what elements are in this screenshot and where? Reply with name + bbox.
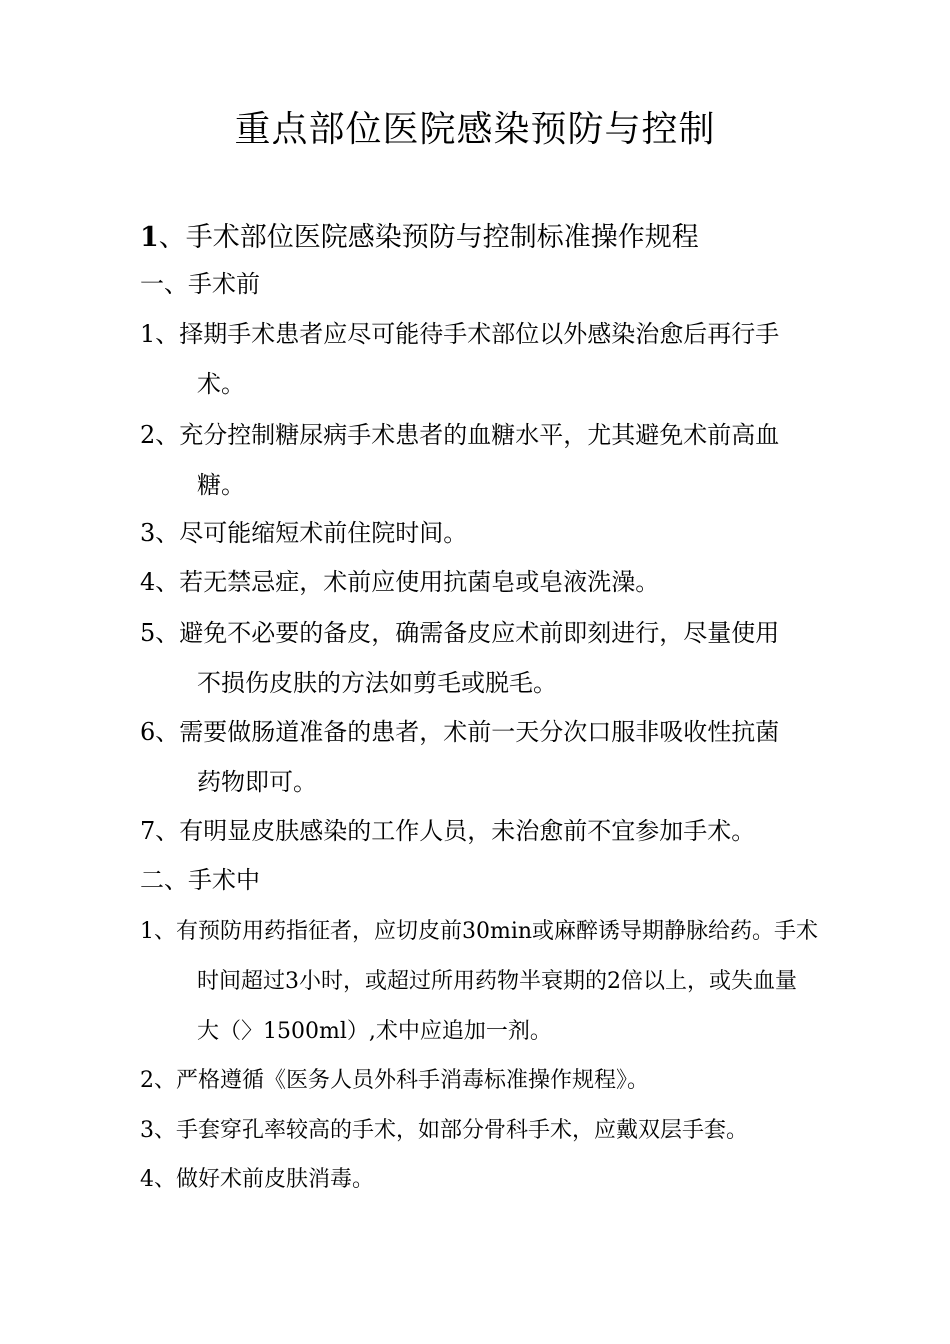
heading-text: 、手术部位医院感染预防与控制标准操作规程	[158, 222, 699, 253]
item-line: 药物即可。	[197, 768, 317, 796]
list-item	[140, 557, 830, 607]
item-line: 术。	[197, 370, 245, 398]
item-line: 大（〉1500ml）,术中应追加一剂。	[197, 1019, 552, 1044]
item-line: 4、若无禁忌症，术前应使用抗菌皂或皂液洗澡。	[140, 568, 660, 596]
page-title: 重点部位医院感染预防与控制	[234, 109, 716, 150]
list-item	[140, 707, 830, 807]
item-line: 7、有明显皮肤感染的工作人员，未治愈前不宜参加手术。	[140, 817, 756, 845]
list-item	[140, 309, 830, 409]
item-line: 6、需要做肠道准备的患者，术前一天分次口服非吸收性抗菌	[140, 718, 780, 746]
item-line: 4、做好术前皮肤消毒。	[140, 1167, 374, 1192]
list-item	[140, 508, 830, 558]
item-line: 2、严格遵循《医务人员外科手消毒标准操作规程》。	[140, 1068, 649, 1093]
section-heading	[140, 218, 699, 258]
item-line: 3、手套穿孔率较高的手术，如部分骨科手术，应戴双层手套。	[140, 1118, 748, 1143]
item-line: 1、择期手术患者应尽可能待手术部位以外感染治愈后再行手	[140, 320, 780, 348]
list-item	[140, 907, 830, 1057]
item-line: 5、避免不必要的备皮，确需备皮应术前即刻进行，尽量使用	[140, 619, 780, 647]
list-item	[140, 608, 830, 708]
list-item	[140, 806, 830, 856]
item-line: 时间超过3小时，或超过所用药物半衰期的2倍以上，或失血量	[197, 969, 797, 994]
list-item	[140, 1056, 830, 1106]
item-line: 不损伤皮肤的方法如剪毛或脱毛。	[197, 669, 557, 697]
list-item	[140, 410, 830, 510]
section-label-intraop: 二、手术中	[140, 866, 260, 894]
item-line: 3、尽可能缩短术前住院时间。	[140, 519, 468, 547]
heading-number: 1	[140, 222, 159, 253]
section-label-preop: 一、手术前	[140, 270, 260, 298]
list-item	[140, 1106, 830, 1156]
item-line: 2、充分控制糖尿病手术患者的血糖水平，尤其避免术前高血	[140, 421, 780, 449]
item-line: 1、有预防用药指征者，应切皮前30min或麻醉诱导期静脉给药。手术	[140, 919, 819, 944]
list-item	[140, 1155, 830, 1205]
item-line: 糖。	[197, 471, 245, 499]
